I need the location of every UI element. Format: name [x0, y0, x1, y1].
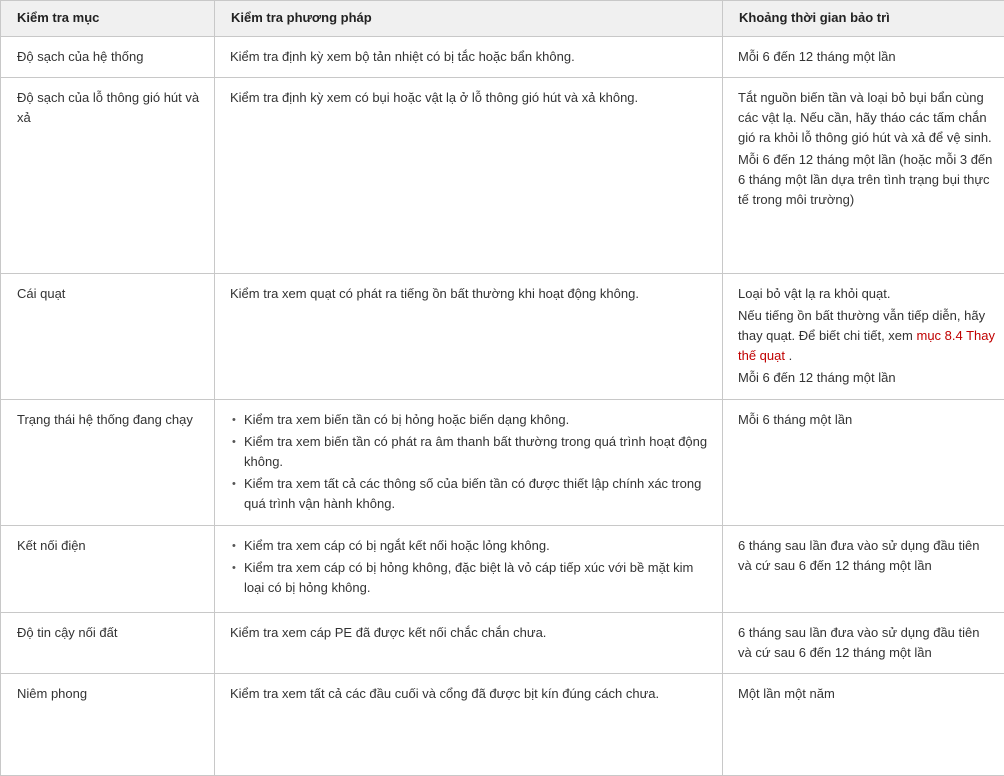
row-item: Cái quạt: [1, 274, 215, 400]
row-item: Trạng thái hệ thống đang chạy: [1, 400, 215, 526]
row-interval: [723, 526, 1004, 613]
header-maintenance-interval: Khoảng thời gian bảo trì: [723, 1, 1004, 37]
table-row: [1, 400, 1004, 526]
interval-text: Tắt nguồn biến tần và loại bỏ bụi bẩn cùng các vật lạ. Nếu cần, hãy tháo các tấm chắn gió ra khỏi lỗ thông gió hút và xả để vệ sinh.: [738, 88, 996, 148]
interval-text: Loại bỏ vật lạ ra khỏi quạt.: [738, 284, 996, 304]
list-item: [244, 558, 708, 598]
row-method: Kiểm tra định kỳ xem bộ tản nhiệt có bị tắc hoặc bẩn không.: [215, 37, 723, 78]
bullet-icon: •: [232, 432, 240, 452]
table-row: [1, 78, 1004, 274]
interval-text: 6 tháng sau lần đưa vào sử dụng đầu tiên và cứ sau 6 đến 12 tháng một lần: [738, 536, 996, 576]
bullet-icon: •: [232, 474, 240, 494]
method-list: [230, 536, 708, 598]
row-interval: [723, 78, 1004, 274]
interval-text: Mỗi 6 đến 12 tháng một lần: [738, 47, 996, 67]
list-item: [244, 474, 708, 514]
interval-text: [738, 306, 996, 366]
list-item-text: Kiểm tra xem biến tần có phát ra âm thanh bất thường trong quá trình hoạt động không.: [244, 434, 707, 469]
row-interval: [723, 613, 1004, 674]
row-interval: [723, 400, 1004, 526]
row-method: Kiểm tra định kỳ xem có bụi hoặc vật lạ ở lỗ thông gió hút và xả không.: [215, 78, 723, 274]
list-item-text: Kiểm tra xem cáp có bị hỏng không, đặc biệt là vỏ cáp tiếp xúc với bề mặt kim loại có bị hỏng không.: [244, 560, 693, 595]
list-item-text: Kiểm tra xem cáp có bị ngắt kết nối hoặc lỏng không.: [244, 538, 550, 553]
row-method: [215, 400, 723, 526]
interval-text: 6 tháng sau lần đưa vào sử dụng đầu tiên và cứ sau 6 đến 12 tháng một lần: [738, 623, 996, 663]
method-list: [230, 410, 708, 514]
row-item: Độ sạch của lỗ thông gió hút và xả: [1, 78, 215, 274]
bullet-icon: •: [232, 558, 240, 578]
row-method: Kiểm tra xem cáp PE đã được kết nối chắc chắn chưa.: [215, 613, 723, 674]
bullet-icon: •: [232, 410, 240, 430]
table-row: [1, 674, 1004, 776]
row-method: Kiểm tra xem tất cả các đầu cuối và cổng đã được bịt kín đúng cách chưa.: [215, 674, 723, 776]
table-row: [1, 274, 1004, 400]
interval-text: Mỗi 6 đến 12 tháng một lần (hoặc mỗi 3 đến 6 tháng một lần dựa trên tình trạng bụi thực tế trong môi trường): [738, 150, 996, 210]
row-interval: [723, 274, 1004, 400]
interval-text: Mỗi 6 đến 12 tháng một lần: [738, 368, 996, 388]
row-interval: [723, 37, 1004, 78]
list-item-text: Kiểm tra xem tất cả các thông số của biến tần có được thiết lập chính xác trong quá trình vận hành không.: [244, 476, 701, 511]
list-item: [244, 536, 708, 556]
list-item: [244, 432, 708, 472]
interval-text-before-link: Nếu tiếng ồn bất thường vẫn tiếp diễn, hãy thay quạt. Để biết chi tiết, xem: [738, 308, 985, 343]
table-row: [1, 526, 1004, 613]
list-item-text: Kiểm tra xem biến tần có bị hỏng hoặc biến dạng không.: [244, 412, 569, 427]
row-method: [215, 526, 723, 613]
header-check-method: Kiểm tra phương pháp: [215, 1, 723, 37]
row-method: Kiểm tra xem quạt có phát ra tiếng ồn bất thường khi hoạt động không.: [215, 274, 723, 400]
header-check-item: Kiểm tra mục: [1, 1, 215, 37]
interval-text: Mỗi 6 tháng một lần: [738, 410, 996, 430]
row-item: Độ sạch của hệ thống: [1, 37, 215, 78]
interval-text: Một lần một năm: [738, 684, 996, 704]
row-item: Độ tin cậy nối đất: [1, 613, 215, 674]
bullet-icon: •: [232, 536, 240, 556]
table-row: [1, 37, 1004, 78]
row-interval: [723, 674, 1004, 776]
row-item: Kết nối điện: [1, 526, 215, 613]
table-header-row: [1, 1, 1004, 37]
fan-replacement-link[interactable]: mục 8.4 Thay thế quạt: [738, 328, 995, 363]
interval-text-after-link: .: [785, 348, 792, 363]
row-item: Niêm phong: [1, 674, 215, 776]
table-row: [1, 613, 1004, 674]
list-item: [244, 410, 708, 430]
